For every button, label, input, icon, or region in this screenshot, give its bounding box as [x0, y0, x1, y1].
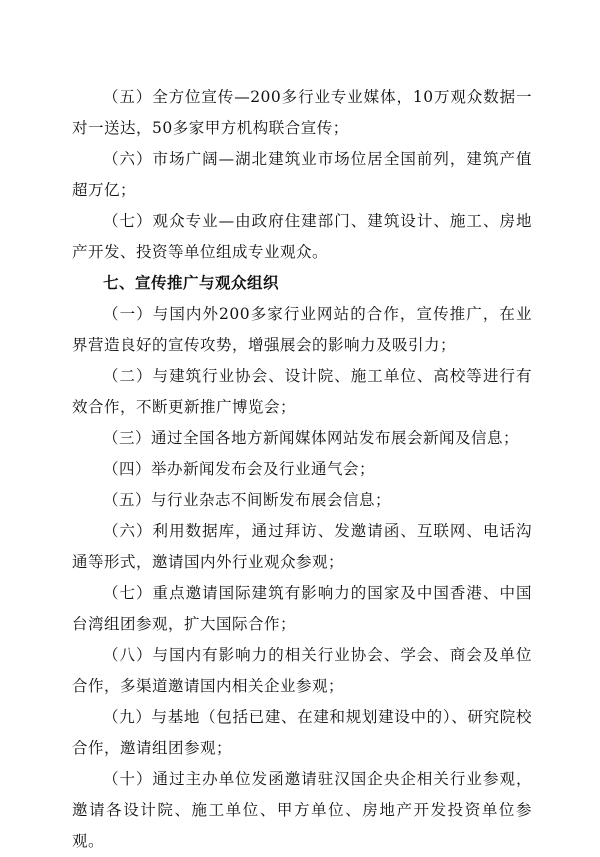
- paragraph-item-7-audience: （七）观众专业—由政府住建部门、建筑设计、施工、房地产开发、投资等单位组成专业观众。: [72, 212, 532, 261]
- section-item-4: （四）举办新闻发布会及行业通气会；: [103, 460, 376, 478]
- section-item-2: （二）与建筑行业协会、设计院、施工单位、高校等进行有效合作，不断更新推广博览会；: [72, 367, 532, 416]
- section-item-9: （九）与基地（包括已建、在建和规划建设中的）、研究院校合作，邀请组团参观；: [72, 708, 532, 757]
- section-item-5: （五）与行业杂志不间断发布展会信息；: [103, 491, 392, 509]
- section-heading: 七、宣传推广与观众组织: [103, 274, 280, 292]
- document-body: [72, 82, 532, 857]
- section-item-7: （七）重点邀请国际建筑有影响力的国家及中国香港、中国台湾组团参观，扩大国际合作；: [72, 584, 532, 633]
- paragraph-item-6-market: （六）市场广阔—湖北建筑业市场位居全国前列，建筑产值超万亿；: [72, 150, 532, 199]
- section-item-1: （一）与国内外200多家行业网站的合作，宣传推广，在业界营造良好的宣传攻势，增强展会的影响力及吸引力；: [72, 305, 532, 354]
- section-item-3: （三）通过全国各地方新闻媒体网站发布展会新闻及信息；: [103, 429, 520, 447]
- paragraph-item-5-promotion: （五）全方位宣传—200多行业专业媒体，10万观众数据一对一送达，50多家甲方机构联合宣传；: [72, 88, 532, 137]
- section-item-10: （十）通过主办单位发函邀请驻汉国企央企相关行业参观，邀请各设计院、施工单位、甲方单位、房地产开发投资单位参观。: [72, 770, 532, 850]
- section-item-8: （八）与国内有影响力的相关行业协会、学会、商会及单位合作，多渠道邀请国内相关企业参观；: [72, 646, 532, 695]
- section-item-6: （六）利用数据库，通过拜访、发邀请函、互联网、电话沟通等形式，邀请国内外行业观众参观；: [72, 522, 532, 571]
